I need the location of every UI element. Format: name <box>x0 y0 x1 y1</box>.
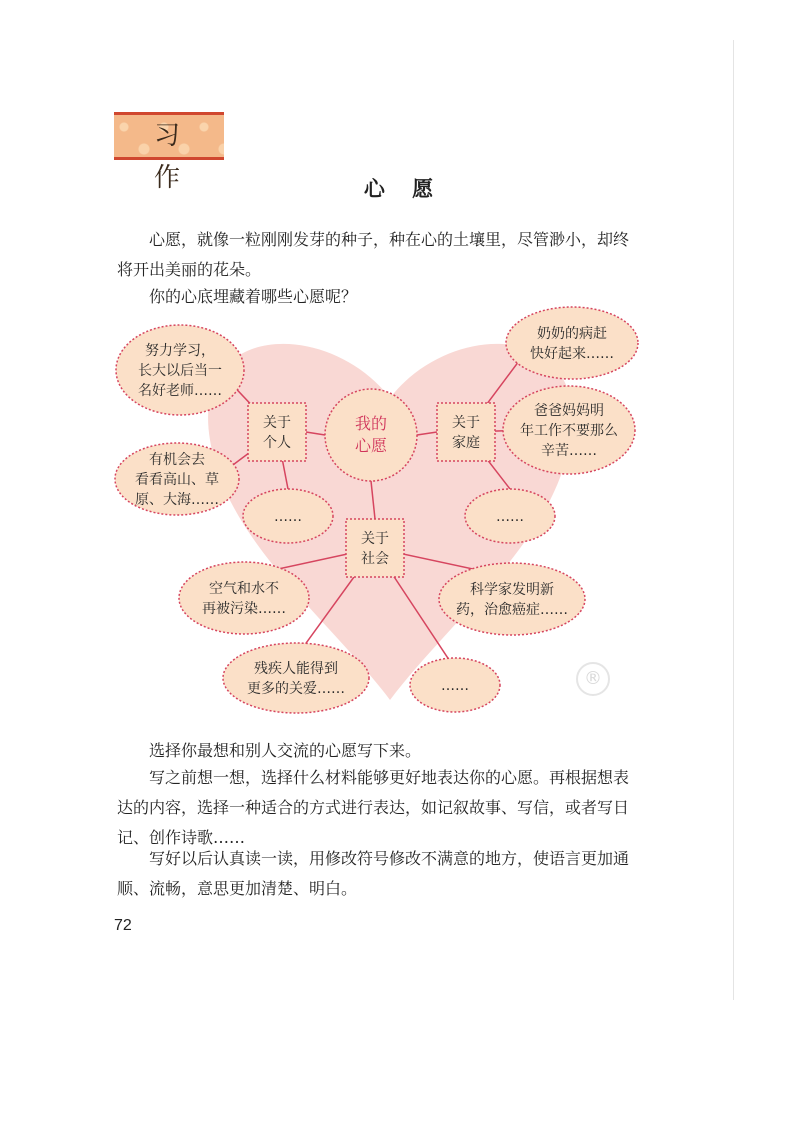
wish-bubble-society <box>439 563 585 635</box>
wish-bubble-family <box>503 386 635 474</box>
bubble-text-line: 原、大海…… <box>135 492 219 508</box>
bubble-text-line: 关于 <box>361 531 389 547</box>
bubble-text-line: 长大以后当一 <box>138 363 222 379</box>
instruction-paragraph-1: 选择你最想和别人交流的心愿写下来。 <box>149 741 422 760</box>
bubble-text-line: …… <box>274 509 302 525</box>
wish-bubble-personal <box>115 443 239 515</box>
category-box-shape <box>248 403 306 461</box>
bubble-text-line: 科学家发明新 <box>470 582 554 598</box>
bubble-text-line: 更多的关爱…… <box>247 681 345 697</box>
wish-bubble-shape <box>506 307 638 379</box>
bubble-text-line: 辛苦…… <box>541 443 597 459</box>
bubble-text-line: 药，治愈癌症…… <box>456 602 568 618</box>
category-box-personal <box>248 403 306 461</box>
wish-bubble-shape <box>179 562 309 634</box>
instruction-paragraph-2: 写之前想一想，选择什么材料能够更好地表达你的心愿。再根据想表达的内容，选择一种适合的方式进行表达，如记叙故事、写信，或者写日记、创作诗歌…… <box>117 768 630 847</box>
instruction-paragraph-3: 写好以后认真读一读，用修改符号修改不满意的地方，使语言更加通顺、流畅，意思更加清楚、明白。 <box>117 849 630 898</box>
center-node <box>325 389 417 481</box>
category-box-society <box>346 519 404 577</box>
banner-label: 习 作 <box>153 121 196 193</box>
center-circle-shape <box>325 389 417 481</box>
bubble-text-line: 有机会去 <box>149 452 205 468</box>
category-box-family <box>437 403 495 461</box>
category-box-shape <box>437 403 495 461</box>
bubble-text-line: 看看高山、草 <box>135 472 219 488</box>
wish-bubble-society <box>223 643 369 713</box>
bubble-text-line: …… <box>496 509 524 525</box>
wish-bubble-shape <box>439 563 585 635</box>
intro-paragraph-2: 你的心底埋藏着哪些心愿呢？ <box>149 287 358 306</box>
bubble-text-line: 奶奶的病赶 <box>537 326 607 342</box>
bubble-text-line: 关于 <box>263 415 291 431</box>
wish-bubble-personal <box>243 489 333 543</box>
bubble-text-line: 心愿 <box>354 436 388 455</box>
bubble-text-line: 爸爸妈妈明 <box>534 403 604 419</box>
bubble-text-line: 空气和水不 <box>209 581 279 597</box>
bubble-text-line: 家庭 <box>452 435 480 451</box>
wish-bubble-personal <box>116 325 244 415</box>
bubble-text-line: 我的 <box>354 414 388 433</box>
wish-bubble-family <box>465 489 555 543</box>
page-title: 心 愿 <box>363 176 444 201</box>
bubble-text-line: …… <box>441 678 469 694</box>
bubble-text-line: 再被污染…… <box>202 601 286 617</box>
wish-bubble-family <box>506 307 638 379</box>
wish-bubble-society <box>410 658 500 712</box>
bubble-text-line: 名好老师…… <box>138 383 222 399</box>
bubble-text-line: 个人 <box>263 435 291 451</box>
bubble-text-line: 快好起来…… <box>530 346 614 362</box>
wish-bubble-shape <box>223 643 369 713</box>
bubble-text-line: 年工作不要那么 <box>520 423 618 439</box>
registered-mark: ® <box>576 662 610 696</box>
page-number: 72 <box>114 917 132 934</box>
bubble-text-line: 关于 <box>452 415 480 431</box>
bubble-text-line: 残疾人能得到 <box>254 661 338 677</box>
intro-paragraph-1: 心愿，就像一粒刚刚发芽的种子，种在心的土壤里，尽管渺小，却终将开出美丽的花朵。 <box>117 230 630 279</box>
bubble-text-line: 社会 <box>361 551 389 567</box>
bubble-text-line: 努力学习， <box>145 343 215 359</box>
category-box-shape <box>346 519 404 577</box>
wish-bubble-society <box>179 562 309 634</box>
